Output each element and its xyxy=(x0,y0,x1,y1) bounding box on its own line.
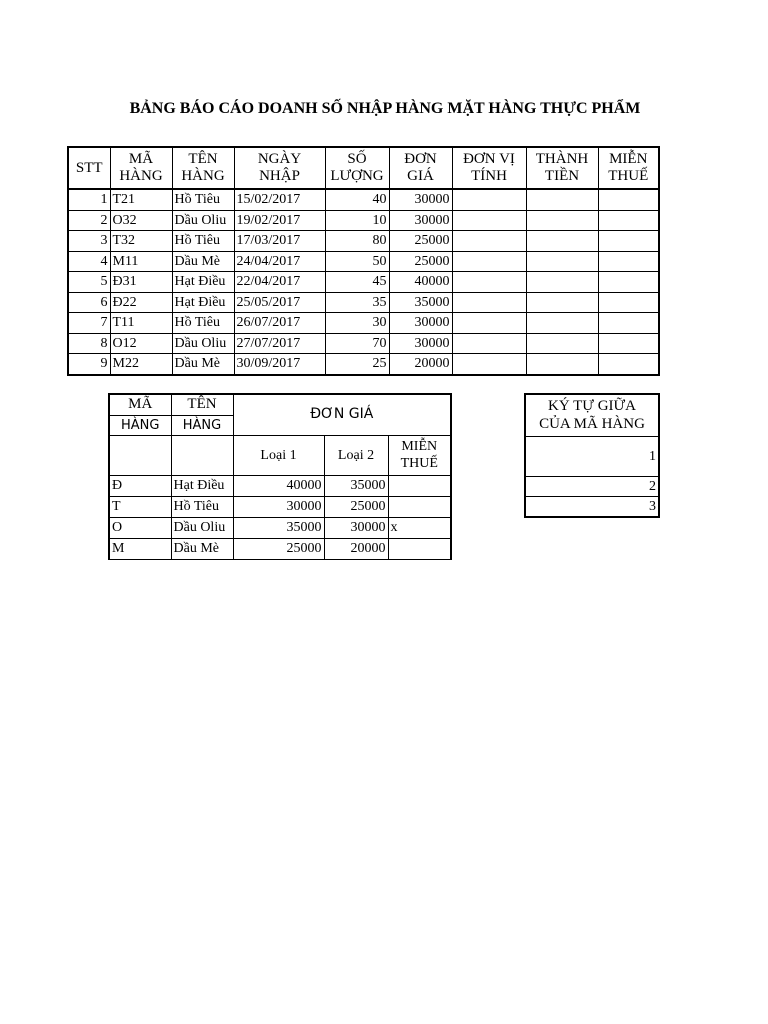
table-row xyxy=(525,496,659,517)
table-cell: 4 xyxy=(68,251,110,272)
header-cell xyxy=(172,147,234,189)
table-cell: Dầu Mè xyxy=(171,538,233,559)
table-cell xyxy=(109,435,171,475)
table-cell xyxy=(526,333,598,354)
table-cell: O32 xyxy=(110,210,172,231)
table-cell xyxy=(598,333,659,354)
table-cell: 70 xyxy=(325,333,389,354)
table-cell xyxy=(452,210,526,231)
table-row xyxy=(109,496,451,517)
table-cell: M22 xyxy=(110,354,172,375)
table-row xyxy=(525,476,659,496)
table-row xyxy=(109,517,451,538)
header-line: ĐƠN VỊ xyxy=(463,151,515,167)
table-cell: 25000 xyxy=(389,231,452,252)
table-cell: 30000 xyxy=(389,333,452,354)
header-cell xyxy=(389,147,452,189)
table-cell xyxy=(388,538,451,559)
table-cell xyxy=(452,313,526,334)
table-cell: 30000 xyxy=(233,496,324,517)
header-line: NHẬP xyxy=(259,168,300,184)
table-cell: T11 xyxy=(110,313,172,334)
table-cell xyxy=(598,251,659,272)
header-cell xyxy=(68,147,110,189)
table-cell xyxy=(598,292,659,313)
table-cell xyxy=(171,435,233,475)
report-title: BẢNG BÁO CÁO DOANH SỐ NHẬP HÀNG MẶT HÀNG THỰC PHẨM xyxy=(129,100,641,117)
table-cell: Đ xyxy=(109,475,171,496)
header-line: TIỀN xyxy=(544,168,580,184)
table-cell: Hạt Điều xyxy=(172,272,234,293)
header-cell: HÀNG xyxy=(171,415,233,435)
table-cell: 45 xyxy=(325,272,389,293)
header-line: MIỄN xyxy=(401,439,438,454)
header-line: THÀNH xyxy=(535,151,589,167)
table-cell: 2 xyxy=(525,476,659,496)
table-cell: 40000 xyxy=(389,272,452,293)
table-row xyxy=(68,333,659,354)
table-cell: Hạt Điều xyxy=(172,292,234,313)
table-row xyxy=(109,475,451,496)
table-cell: 8 xyxy=(68,333,110,354)
table-cell: 30 xyxy=(325,313,389,334)
table-cell: 80 xyxy=(325,231,389,252)
table-cell: 6 xyxy=(68,292,110,313)
table-cell xyxy=(598,210,659,231)
character-position-table xyxy=(524,393,660,518)
table-cell: 40000 xyxy=(233,475,324,496)
table-cell xyxy=(452,251,526,272)
header-cell: MÃ xyxy=(109,394,171,415)
table-cell xyxy=(526,231,598,252)
table-row xyxy=(525,436,659,476)
header-line: THUẾ xyxy=(608,168,649,184)
table-cell: 25000 xyxy=(324,496,388,517)
table-cell xyxy=(526,251,598,272)
table-cell: Hồ Tiêu xyxy=(172,231,234,252)
table-cell: Hồ Tiêu xyxy=(171,496,233,517)
table-cell: 30000 xyxy=(389,313,452,334)
table-row xyxy=(68,354,659,375)
table-cell: 35000 xyxy=(233,517,324,538)
table-row xyxy=(68,210,659,231)
table-cell: 35 xyxy=(325,292,389,313)
table-cell: 3 xyxy=(68,231,110,252)
header-line: TÍNH xyxy=(471,168,507,184)
table-cell: 10 xyxy=(325,210,389,231)
table-cell xyxy=(526,210,598,231)
table-cell: 27/07/2017 xyxy=(234,333,325,354)
table-cell: Hồ Tiêu xyxy=(172,189,234,210)
header-row xyxy=(109,394,451,415)
table-cell: 30000 xyxy=(324,517,388,538)
header-cell xyxy=(452,147,526,189)
table-cell xyxy=(598,231,659,252)
table-cell: 9 xyxy=(68,354,110,375)
table-cell: 3 xyxy=(525,496,659,517)
table-cell: Đ22 xyxy=(110,292,172,313)
table-cell: 35000 xyxy=(389,292,452,313)
table-cell xyxy=(526,313,598,334)
table-cell xyxy=(526,272,598,293)
header-cell xyxy=(388,435,451,475)
table-cell: 50 xyxy=(325,251,389,272)
header-line: ĐƠN xyxy=(404,151,437,167)
table-row xyxy=(68,251,659,272)
table-cell xyxy=(452,333,526,354)
table-cell xyxy=(526,354,598,375)
table-cell: Dầu Oliu xyxy=(172,333,234,354)
table-cell: 24/04/2017 xyxy=(234,251,325,272)
table-cell: T21 xyxy=(110,189,172,210)
header-cell xyxy=(526,147,598,189)
table-cell: 20000 xyxy=(324,538,388,559)
table-cell xyxy=(598,354,659,375)
table-cell: 25/05/2017 xyxy=(234,292,325,313)
header-line: SỐ xyxy=(347,151,367,167)
table-cell xyxy=(526,189,598,210)
header-row xyxy=(68,147,659,189)
header-cell xyxy=(325,147,389,189)
table-row xyxy=(68,292,659,313)
header-line: THUẾ xyxy=(400,456,438,471)
unit-price-table xyxy=(108,393,452,560)
header-line: KÝ TỰ GIỮA xyxy=(548,398,636,415)
table-cell xyxy=(526,292,598,313)
table-cell: 7 xyxy=(68,313,110,334)
header-line: TÊN xyxy=(188,151,218,167)
table-cell: Dầu Oliu xyxy=(172,210,234,231)
header-line: HÀNG xyxy=(119,168,163,184)
table-cell: T32 xyxy=(110,231,172,252)
table-cell xyxy=(388,496,451,517)
table-cell: 40 xyxy=(325,189,389,210)
table-cell: 22/04/2017 xyxy=(234,272,325,293)
table-cell xyxy=(598,313,659,334)
table-cell: 20000 xyxy=(389,354,452,375)
header-line: CỦA MÃ HÀNG xyxy=(539,416,645,433)
sales-report-table xyxy=(67,146,660,376)
header-line: MÃ xyxy=(128,151,154,167)
table-cell: 30000 xyxy=(389,189,452,210)
table-cell: Đ31 xyxy=(110,272,172,293)
table-cell: M xyxy=(109,538,171,559)
header-row xyxy=(109,435,451,475)
header-line: MIỄN xyxy=(609,151,648,167)
table-cell xyxy=(452,231,526,252)
table-cell xyxy=(452,292,526,313)
table-cell: 25000 xyxy=(389,251,452,272)
table-cell: Dầu Oliu xyxy=(171,517,233,538)
table-row xyxy=(68,272,659,293)
table-cell: x xyxy=(388,517,451,538)
table-row xyxy=(68,313,659,334)
table-cell: 1 xyxy=(68,189,110,210)
table-cell: Hồ Tiêu xyxy=(172,313,234,334)
table-cell xyxy=(452,272,526,293)
header-cell xyxy=(525,394,659,436)
header-cell xyxy=(598,147,659,189)
table-cell: 17/03/2017 xyxy=(234,231,325,252)
table-cell: Dầu Mè xyxy=(172,354,234,375)
table-cell: Hạt Điều xyxy=(171,475,233,496)
header-cell: HÀNG xyxy=(109,415,171,435)
table-cell: O xyxy=(109,517,171,538)
table-row xyxy=(68,231,659,252)
table-row xyxy=(68,189,659,210)
table-cell xyxy=(388,475,451,496)
header-cell: ĐƠN GIÁ xyxy=(233,394,451,435)
table-cell: 30/09/2017 xyxy=(234,354,325,375)
header-cell: TÊN xyxy=(171,394,233,415)
table-cell: 26/07/2017 xyxy=(234,313,325,334)
table-cell xyxy=(452,189,526,210)
table-cell xyxy=(598,272,659,293)
table-cell: 5 xyxy=(68,272,110,293)
header-cell: Loại 1 xyxy=(233,435,324,475)
table-cell: M11 xyxy=(110,251,172,272)
table-cell: T xyxy=(109,496,171,517)
header-line: HÀNG xyxy=(181,168,225,184)
header-cell xyxy=(234,147,325,189)
header-line: GIÁ xyxy=(407,168,434,184)
table-cell: 25 xyxy=(325,354,389,375)
header-line: STT xyxy=(75,159,103,176)
header-cell: Loại 2 xyxy=(324,435,388,475)
table-cell: 35000 xyxy=(324,475,388,496)
table-cell: 19/02/2017 xyxy=(234,210,325,231)
header-row xyxy=(525,394,659,436)
table-cell: 2 xyxy=(68,210,110,231)
table-cell: O12 xyxy=(110,333,172,354)
table-cell xyxy=(452,354,526,375)
table-cell: 30000 xyxy=(389,210,452,231)
table-cell: 25000 xyxy=(233,538,324,559)
table-cell xyxy=(598,189,659,210)
table-cell: 15/02/2017 xyxy=(234,189,325,210)
table-cell: Dầu Mè xyxy=(172,251,234,272)
table-cell: 1 xyxy=(525,436,659,476)
header-line: LƯỢNG xyxy=(330,168,384,184)
header-line: NGÀY xyxy=(257,151,302,167)
header-cell xyxy=(110,147,172,189)
table-row xyxy=(109,538,451,559)
